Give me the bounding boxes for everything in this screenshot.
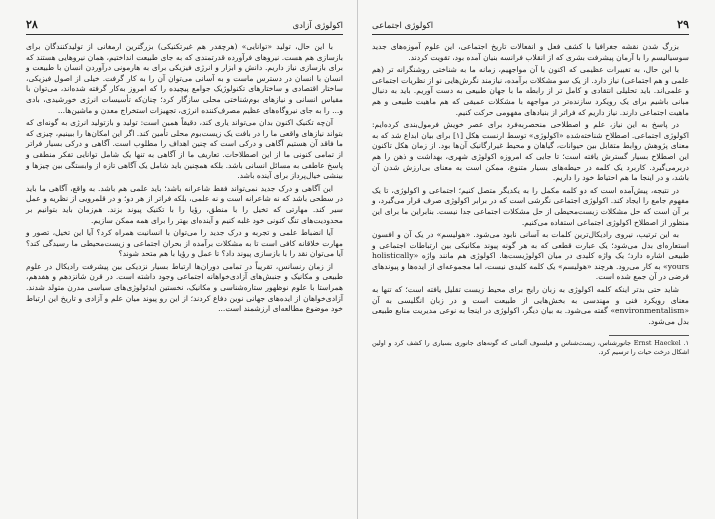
- footnote-divider: [609, 335, 689, 336]
- right-page-header: [372, 18, 689, 35]
- paragraph: از زمان رنسانس، تقریباً در تمامی دوران‌ها ارتباط بسیار نزدیکی بین پیشرفت رادیکال در علوم طبیعی و مکانیک و جنبش‌های آزادی‌خواهانه اجتماعی وجود داشته است. در قرن شانزدهم و هفدهم، همراستا با علوم نوظهور ستاره‌شناسی و مکانیک، نخستین ایدئولوژی‌های سیاسی مدرن متولد شدند. آزادی‌خواهان از ایده‌های جهانی نوین دفاع کردند؛ از این رو پیوند میان علم و آزادی و تاریخ این ارتباط خود موضوع مطالعه‌ای ارزشمند است...: [26, 261, 343, 314]
- paragraph: این آگاهی و درک جدید نمی‌تواند فقط شاعرانه باشد؛ باید علمی هم باشد. به واقع، آگاهی ما باید در سطحی باشد که نه شاعرانه است و نه علمی، بلکه فراتر از هر دو؛ و در قلمرویی از نظریه و عمل سیر کند. مهارتی که تخیل را با منطق، رؤیا را با تکنیک پیوند بزند. هم‌زمان باید بتوانیم بر محدودیت‌های تنگ کنونی خود غلبه کنیم و آینده‌ای بهتر را برای همه ممکن سازیم.: [26, 183, 343, 225]
- paragraph: در پاسخ به این نیاز، علم و اصطلاحی منحصربه‌فرد برای عصر خویش فرمول‌بندی کرده‌ایم: اکولوژی اجتماعی. اصطلاح شناخته‌شده «اکولوژی» توسط ارنست هکل [۱] برای بیان ابداع شد که به معنای پژوهش روابط متقابل بین حیوانات، گیاهان و محیط غیرارگانیک آن‌ها بود. از زمان هکل تاکنون این اصطلاح بسیار گسترش یافته است؛ تا جایی که امروزه اکولوژی شهری، بهداشت و ذهن را هم دربرمی‌گیرد. کاربرد یک کلمه در حیطه‌های بسیار متنوع، ممکن است به معنای بی‌ارزش شدن آن باشد، و در اینجا ما هم احتیاط خود را داریم.: [372, 120, 689, 183]
- right-page: [358, 0, 715, 519]
- footnote: [372, 339, 689, 357]
- footnote-marker: ۱.: [683, 339, 689, 348]
- paragraph: شاید حتی بدتر اینکه کلمه اکولوژی به زبان رایج برای محیط زیست تقلیل یافته است؛ که تنها به معنای رویکرد فنی و مهندسی به بخش‌هایی از طبیعت است و در زبان انگلیسی به آن «environmentalism» گفته می‌شود. به بیان دیگر، اکولوژی در اینجا به نوعی مدیریت منابع طبیعی بدل می‌شود.: [372, 285, 689, 326]
- running-title: اکولوژی اجتماعی: [372, 21, 434, 31]
- left-page-header: [26, 18, 343, 35]
- paragraph: با این حال، تولید «توانایی» (هرچقدر هم غیرتکنیکی) بزرگترین ارمغانی از تولیدکنندگان برای بازسازی هم هست. نیروهای فرآورده قدرتمندی که به جای طبیعت انداختیم، همان نیروهایی هستند که برای بازسازی نیاز داریم. دانش و ابزار و انرژی فیزیکی برای به هارمونی درآوردن انسان با طبیعت و انسان با انسان در دسترس ماست و به آسانی می‌توان آن را به کار گرفت. خیلی از اصول فیزیکی، ساختار اقتصادی و ساختارهای تکنولوژیک جوامع پیچیده را که امروز به‌کار گرفته شده‌اند، می‌توان با مقیاس انسانی و نیازهای بوم‌شناختی محلی سازگار کرد؛ چنان‌که تأسیسات انرژی خورشیدی، بادی و... را به جای نیروگاه‌های عظیم مصرف‌کننده انرژی، تجهیزات استخراج معدن و ماشین‌ها...: [26, 42, 343, 115]
- paragraph: در نتیجه، پیش‌آمده است که دو کلمه مکمل را به یکدیگر متصل کنیم؛ اجتماعی و اکولوژی، تا یک مفهوم جامع را ایجاد کند. اکولوژی اجتماعی نگرشی است که در برابر اکولوژی صرف قرار می‌گیرد، و بر آن است که حل مشکلات زیست‌محیطی از حل مشکلات اجتماعی جدا نیست. بنابراین ما برای این منظور از اصطلاح اکولوژی اجتماعی استفاده می‌کنیم.: [372, 185, 689, 227]
- footnote-latin-name: Ernst Haeckel: [633, 339, 681, 348]
- left-page-body: [26, 42, 343, 315]
- paragraph: به این ترتیب، نیروی رادیکال‌ترین کلمات به آسانی نابود می‌شود. «هولیسم» در یک آن و افسون استعاره‌ای بدل می‌شود؛ یک عبارت قطعی که به هر گونه پیوند مکانیکی بین ارتباطات اجتماعی و طبیعی اشاره دارد؛ یک واژه کلیدی در میان اکولوژیست‌ها. اکولوژی هم مانند واژه «holistically yours» به کار می‌رود. هرچند «هولیسم» یک کلمه کلیدی نیست، اما مجموعه‌ای از ایده‌ها و پیوندهای فرضی در آن جمع شده است.: [372, 230, 689, 282]
- page-number: ۲۹: [677, 18, 689, 31]
- left-page: [0, 0, 357, 519]
- paragraph: بزرگ شدن نقشه جغرافیا با کشف فعل و انفعالات تاریخ اجتماعی، این علوم آموزه‌های جدید سوسیالیسم را با آرمان پیشرفت بشری که از انقلاب فرانسه بنیان آمده بود، تقویت کردند.: [372, 42, 689, 62]
- paragraph: با این حال، به تغییرات عظیمی که اکنون با آن مواجهیم، زمانه ما به شناختی روشنگرانه تر (هم علمی و هم اجتماعی) نیاز دارد. از یک سو مشکلات برآمده، نیازمند نگرش‌هایی نو از نظریات اجتماعی و علمی‌اند. باید تحلیلی انتقادی و کامل تر از رابطه ما با جهان طبیعی به دست آوریم. باید به دنبال مبانی باشیم برای یک رویکرد سازنده‌تر در مواجهه با مشکلات عمیقی که هم ماهیت طبیعی و هم ماهیت اجتماعی دارند. نیاز داریم که فراتر از بنیادهای مفهومی حرکت کنیم.: [372, 65, 689, 117]
- page-number: ۲۸: [26, 18, 38, 31]
- paragraph: آیا انضباط علمی و تجربه و درک جدید را می‌توان با انسانیت همراه کرد؟ آیا این تخیل، تصور و مهارت خلاقانه کافی است تا به مشکلات برآمده از بحران اجتماعی و زیست‌محیطی ما رسیدگی کند؟ آیا می‌توان نقد را با بازسازی پیوند داد؟ تا عمل و رؤیا با هم متحد شوند؟: [26, 228, 343, 259]
- paragraph: آن‌چه تکنیک اکنون بدان می‌تواند یاری کند، دقیقاً همین است: تولید و بازتولید انرژی به گونه‌ای که بتواند نیازهای واقعی ما را در بافت یک زیست‌بوم محلی تأمین کند. اگر این امکان‌ها را ببینیم، چیزی که ما فاقد آن هستیم آگاهی و درکی است که چنین اهداف را مطلوب است. آگاهی و درکی بسیار فراتر از تمامی کنونی ما از این اصطلاحات. تعاریف ما از آگاهی به تنها یک شامل توانایی تفکر منطقی و پاسخ عاطفی به مسائل انسانی باشد. بلکه همچنین باید شامل یک آگاهی تازه از وابستگی بین چیزها و بینشی خیال‌پرداز برای آینده باشد.: [26, 118, 343, 181]
- running-title: اکولوژی آزادی: [292, 21, 343, 31]
- right-page-body: [372, 42, 689, 327]
- footnote-text: جانورشناس، زیست‌شناس و فیلسوف آلمانی که گونه‌های جانوری بسیاری را کشف کرد و اولین اشکال درخت حیات را ترسیم کرد.: [372, 339, 689, 357]
